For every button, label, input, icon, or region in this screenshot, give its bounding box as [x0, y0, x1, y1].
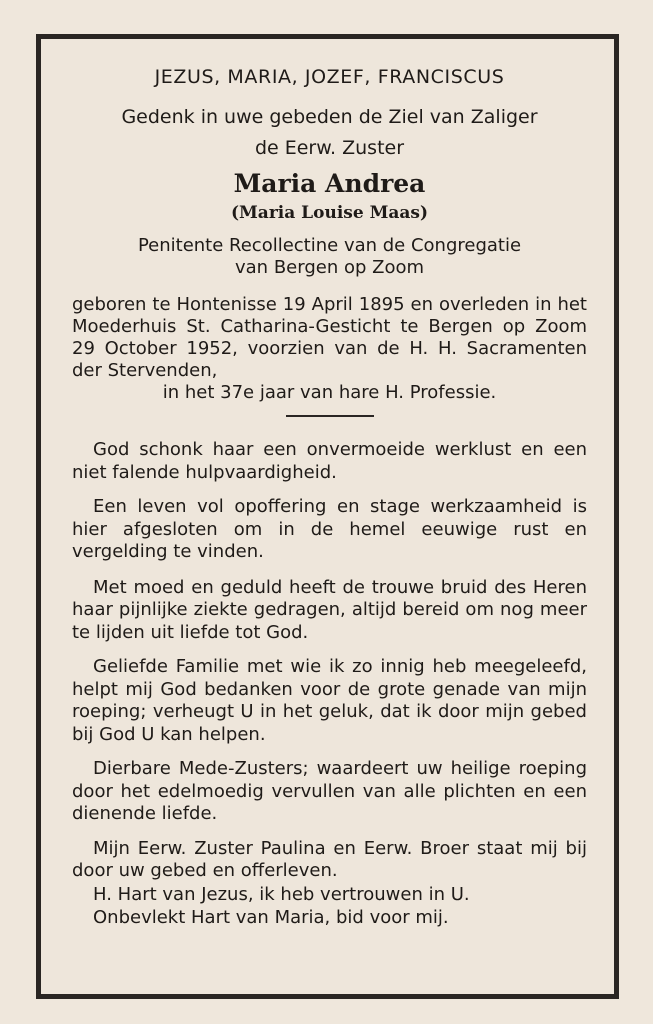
card-heading: JEZUS, MARIA, JOZEF, FRANCISCUS: [154, 66, 505, 88]
memorial-card: [36, 34, 619, 999]
congregation-line-2: van Bergen op Zoom: [235, 257, 424, 278]
paragraph-6: Mijn Eerw. Zuster Paulina en Eerw. Broer staat mij bij door uw gebed en offerleven.: [72, 837, 587, 881]
card-content: [72, 65, 587, 929]
paragraph-3: Met moed en geduld heeft de trouwe bruid des Heren haar pijnlijke ziekte gedragen, altijd bereid om nog meer te lijden uit liefde tot God.: [72, 576, 587, 643]
intro-line-1: Gedenk in uwe gebeden de Ziel van Zaliger: [121, 106, 538, 128]
congregation-block: [72, 235, 587, 279]
intro-block: [72, 102, 587, 164]
intro-line-2: de Eerw. Zuster: [254, 137, 405, 159]
congregation-line-1: Penitente Recollectine van de Congregatie: [137, 235, 522, 256]
religious-name: Maria Andrea: [233, 169, 426, 198]
prayer-line-1: H. Hart van Jezus, ik heb vertrouwen in U.: [93, 883, 470, 905]
paragraph-4: Geliefde Familie met wie ik zo innig heb meegeleefd, helpt mij God bedanken voor de grote genade van mijn roeping; verheugt U in het geluk, dat ik door mijn gebed bij God U kan helpen.: [72, 656, 587, 745]
paragraph-1: God schonk haar een onvermoeide werklust en een niet falende hulpvaardigheid.: [72, 439, 587, 483]
paragraph-5: Dierbare Mede-Zusters; waardeert uw heilige roeping door het edelmoedig vervullen van alle plichten en een dienende liefde.: [72, 758, 587, 824]
profession-line: in het 37e jaar van hare H. Professie.: [162, 382, 497, 403]
prayer-line-2: Onbevlekt Hart van Maria, bid voor mij.: [93, 906, 449, 928]
paragraph-2: Een leven vol opoffering en stage werkzaamheid is hier afgesloten om in de hemel eeuwige rust en vergelding te vinden.: [72, 496, 587, 562]
life-details: geboren te Hontenisse 19 April 1895 en overleden in het Moederhuis St. Catharina-Gesticht te Bergen op Zoom 29 October 1952, voorzien van de H. H. Sacramenten der Stervenden,: [72, 294, 587, 381]
divider-rule: [286, 415, 374, 417]
birth-name: (Maria Louise Maas): [230, 203, 429, 223]
